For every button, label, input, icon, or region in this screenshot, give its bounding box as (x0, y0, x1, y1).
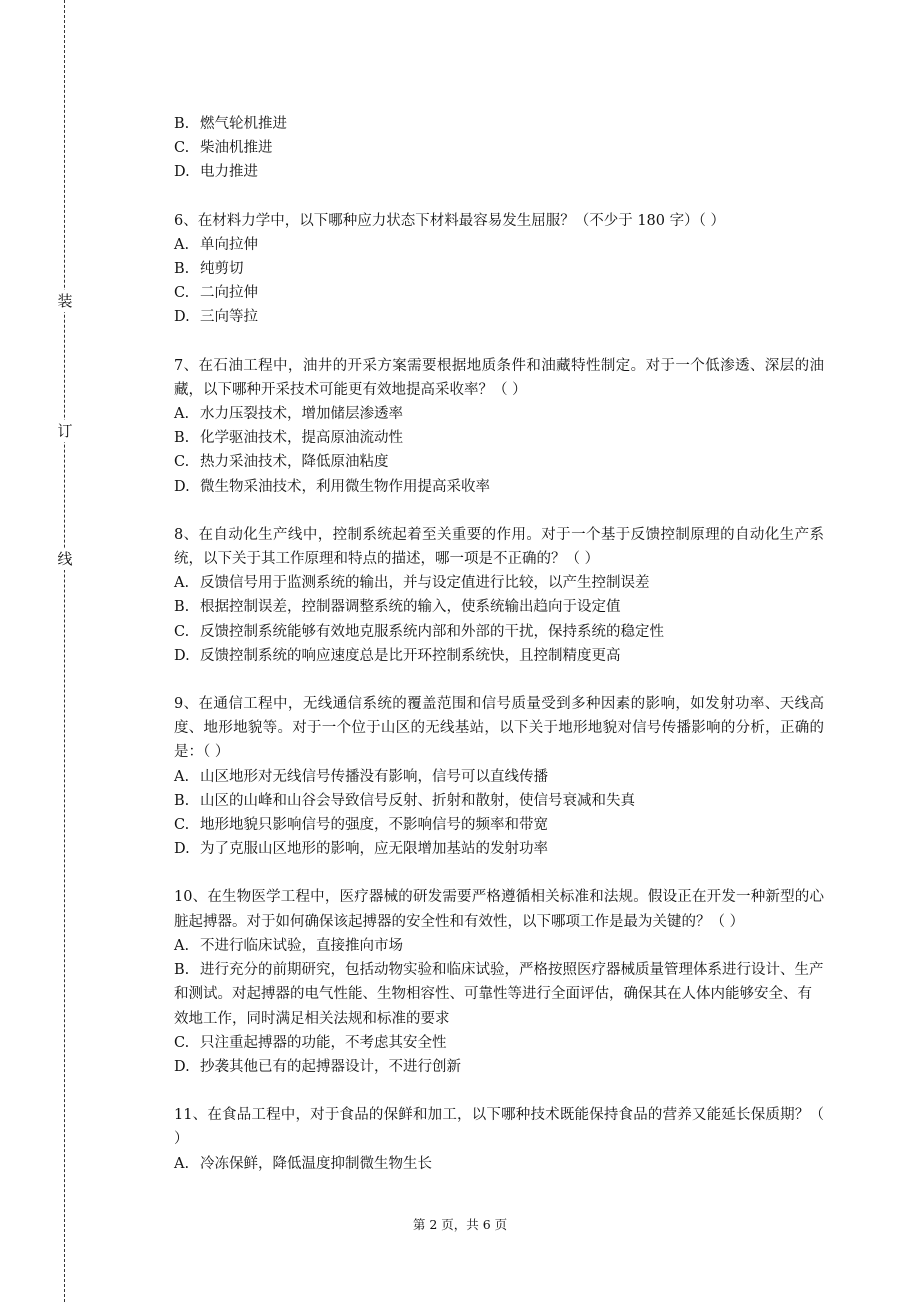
option-letter: B. (174, 792, 190, 809)
answer-option (174, 934, 824, 958)
answer-option (174, 1031, 824, 1055)
option-text: 反馈控制系统能够有效地克服系统内部和外部的干扰，保持系统的稳定性 (200, 623, 664, 640)
option-letter: C. (174, 1034, 190, 1051)
option-text: 燃气轮机推进 (200, 116, 287, 132)
question-stem: 10、在生物医学工程中，医疗器械的研发需要严格遵循相关标准和法规。假设正在开发一种新型的心脏起搏器。对于如何确保该起搏器的安全性和有效性，以下哪项工作是最为关键的？（ ） (174, 889, 824, 930)
option-letter: B. (174, 599, 190, 616)
binding-char-zhuang: 装 (57, 292, 73, 310)
question-block (174, 885, 824, 1079)
question-block (174, 523, 824, 668)
option-letter: B. (174, 430, 190, 447)
option-letter: C. (174, 623, 190, 640)
option-text: 化学驱油技术，提高原油流动性 (200, 430, 403, 447)
option-text: 水力压裂技术，增加储层渗透率 (200, 406, 403, 423)
option-text: 根据控制误差，控制器调整系统的输入，使系统输出趋向于设定值 (200, 599, 621, 616)
option-letter: C. (174, 454, 190, 471)
answer-option (174, 450, 824, 474)
answer-option (174, 813, 824, 837)
option-text: 反馈信号用于监测系统的输出，并与设定值进行比较，以产生控制误差 (200, 575, 650, 592)
option-text: 只注重起搏器的功能，不考虑其安全性 (200, 1034, 447, 1051)
option-letter: B. (174, 261, 190, 278)
option-text: 反馈控制系统的响应速度总是比开环控制系统快，且控制精度更高 (200, 647, 621, 664)
option-letter: D. (174, 478, 190, 495)
question-stem: 11、在食品工程中，对于食品的保鲜和加工，以下哪种技术既能保持食品的营养又能延长保质期？（ ） (174, 1107, 824, 1148)
option-text: 微生物采油技术，利用微生物作用提高采收率 (200, 478, 490, 495)
option-text: 山区地形对无线信号传播没有影响，信号可以直线传播 (200, 768, 548, 785)
question-stem: 8、在自动化生产线中，控制系统起着至关重要的作用。对于一个基于反馈控制原理的自动化生产系统，以下关于其工作原理和特点的描述，哪一项是不正确的？（ ） (174, 526, 824, 568)
answer-option (174, 402, 824, 426)
question-stem: 6、在材料力学中，以下哪种应力状态下材料最容易发生屈服？（不少于 180 字）（ ） (174, 212, 725, 229)
answer-option (174, 1055, 824, 1079)
question-block (174, 112, 824, 185)
option-text: 为了克服山区地形的影响，应无限增加基站的发射功率 (200, 841, 548, 858)
option-text: 电力推进 (200, 164, 258, 181)
question-block (174, 209, 824, 330)
binding-dashed-line (64, 0, 65, 1302)
answer-option (174, 837, 824, 861)
answer-option (174, 281, 824, 305)
answer-option (174, 644, 824, 668)
question-block (174, 354, 824, 499)
answer-option (174, 160, 824, 184)
option-letter: D. (174, 164, 190, 181)
option-text: 三向等拉 (200, 309, 258, 326)
option-letter: A. (174, 406, 190, 423)
option-letter: D. (174, 647, 190, 664)
option-text: 热力采油技术，降低原油粘度 (200, 454, 389, 471)
answer-option (174, 136, 824, 160)
question-block (174, 1103, 824, 1176)
question-block (174, 692, 824, 861)
option-letter: B. (174, 116, 190, 132)
page-footer: 第 2 页，共 6 页 (412, 1217, 508, 1232)
answer-option (174, 958, 824, 1031)
option-letter: D. (174, 1058, 190, 1075)
question-stem: 7、在石油工程中，油井的开采方案需要根据地质条件和油藏特性制定。对于一个低渗透、深层的油藏，以下哪种开采技术可能更有效地提高采收率？（ ） (174, 357, 824, 398)
option-text: 山区的山峰和山谷会导致信号反射、折射和散射，使信号衰减和失真 (200, 792, 635, 809)
answer-option (174, 426, 824, 450)
answer-option (174, 765, 824, 789)
option-text: 进行充分的前期研究，包括动物实验和临床试验，严格按照医疗器械质量管理体系进行设计、生产和测试。对起搏器的电气性能、生物相容性、可靠性等进行全面评估，确保其在人体内能够安全、有效地工作，同时满足相关法规和标准的要求 (174, 962, 824, 1027)
answer-option (174, 257, 824, 281)
option-letter: D. (174, 309, 190, 326)
answer-option (174, 620, 824, 644)
answer-option (174, 305, 824, 329)
option-text: 柴油机推进 (200, 140, 273, 157)
answer-option (174, 233, 824, 257)
option-letter: C. (174, 140, 190, 157)
answer-option (174, 789, 824, 813)
option-text: 地形地貌只影响信号的强度，不影响信号的频率和带宽 (200, 817, 548, 834)
option-text: 二向拉伸 (200, 285, 258, 302)
option-letter: A. (174, 937, 190, 954)
option-text: 不进行临床试验，直接推向市场 (200, 937, 403, 954)
answer-option (174, 595, 824, 619)
option-text: 纯剪切 (200, 261, 244, 278)
option-letter: C. (174, 285, 190, 302)
question-stem: 9、在通信工程中，无线通信系统的覆盖范围和信号质量受到多种因素的影响，如发射功率、天线高度、地形地貌等。对于一个位于山区的无线基站，以下关于地形地貌对信号传播影响的分析，正确的是：（ ） (174, 696, 824, 761)
option-letter: A. (174, 768, 190, 785)
option-letter: B. (174, 962, 190, 979)
option-text: 抄袭其他已有的起搏器设计，不进行创新 (200, 1058, 461, 1075)
question-list (174, 112, 824, 1200)
option-letter: D. (174, 841, 190, 858)
option-letter: A. (174, 236, 190, 253)
option-text: 单向拉伸 (200, 236, 258, 253)
binding-char-xian: 线 (57, 550, 73, 568)
answer-option (174, 571, 824, 595)
option-text: 冷冻保鲜，降低温度抑制微生物生长 (200, 1155, 432, 1172)
answer-option (174, 1152, 824, 1176)
answer-option (174, 475, 824, 499)
option-letter: A. (174, 1155, 190, 1172)
option-letter: C. (174, 817, 190, 834)
answer-option (174, 112, 824, 136)
option-letter: A. (174, 575, 190, 592)
binding-char-ding: 订 (57, 422, 73, 440)
